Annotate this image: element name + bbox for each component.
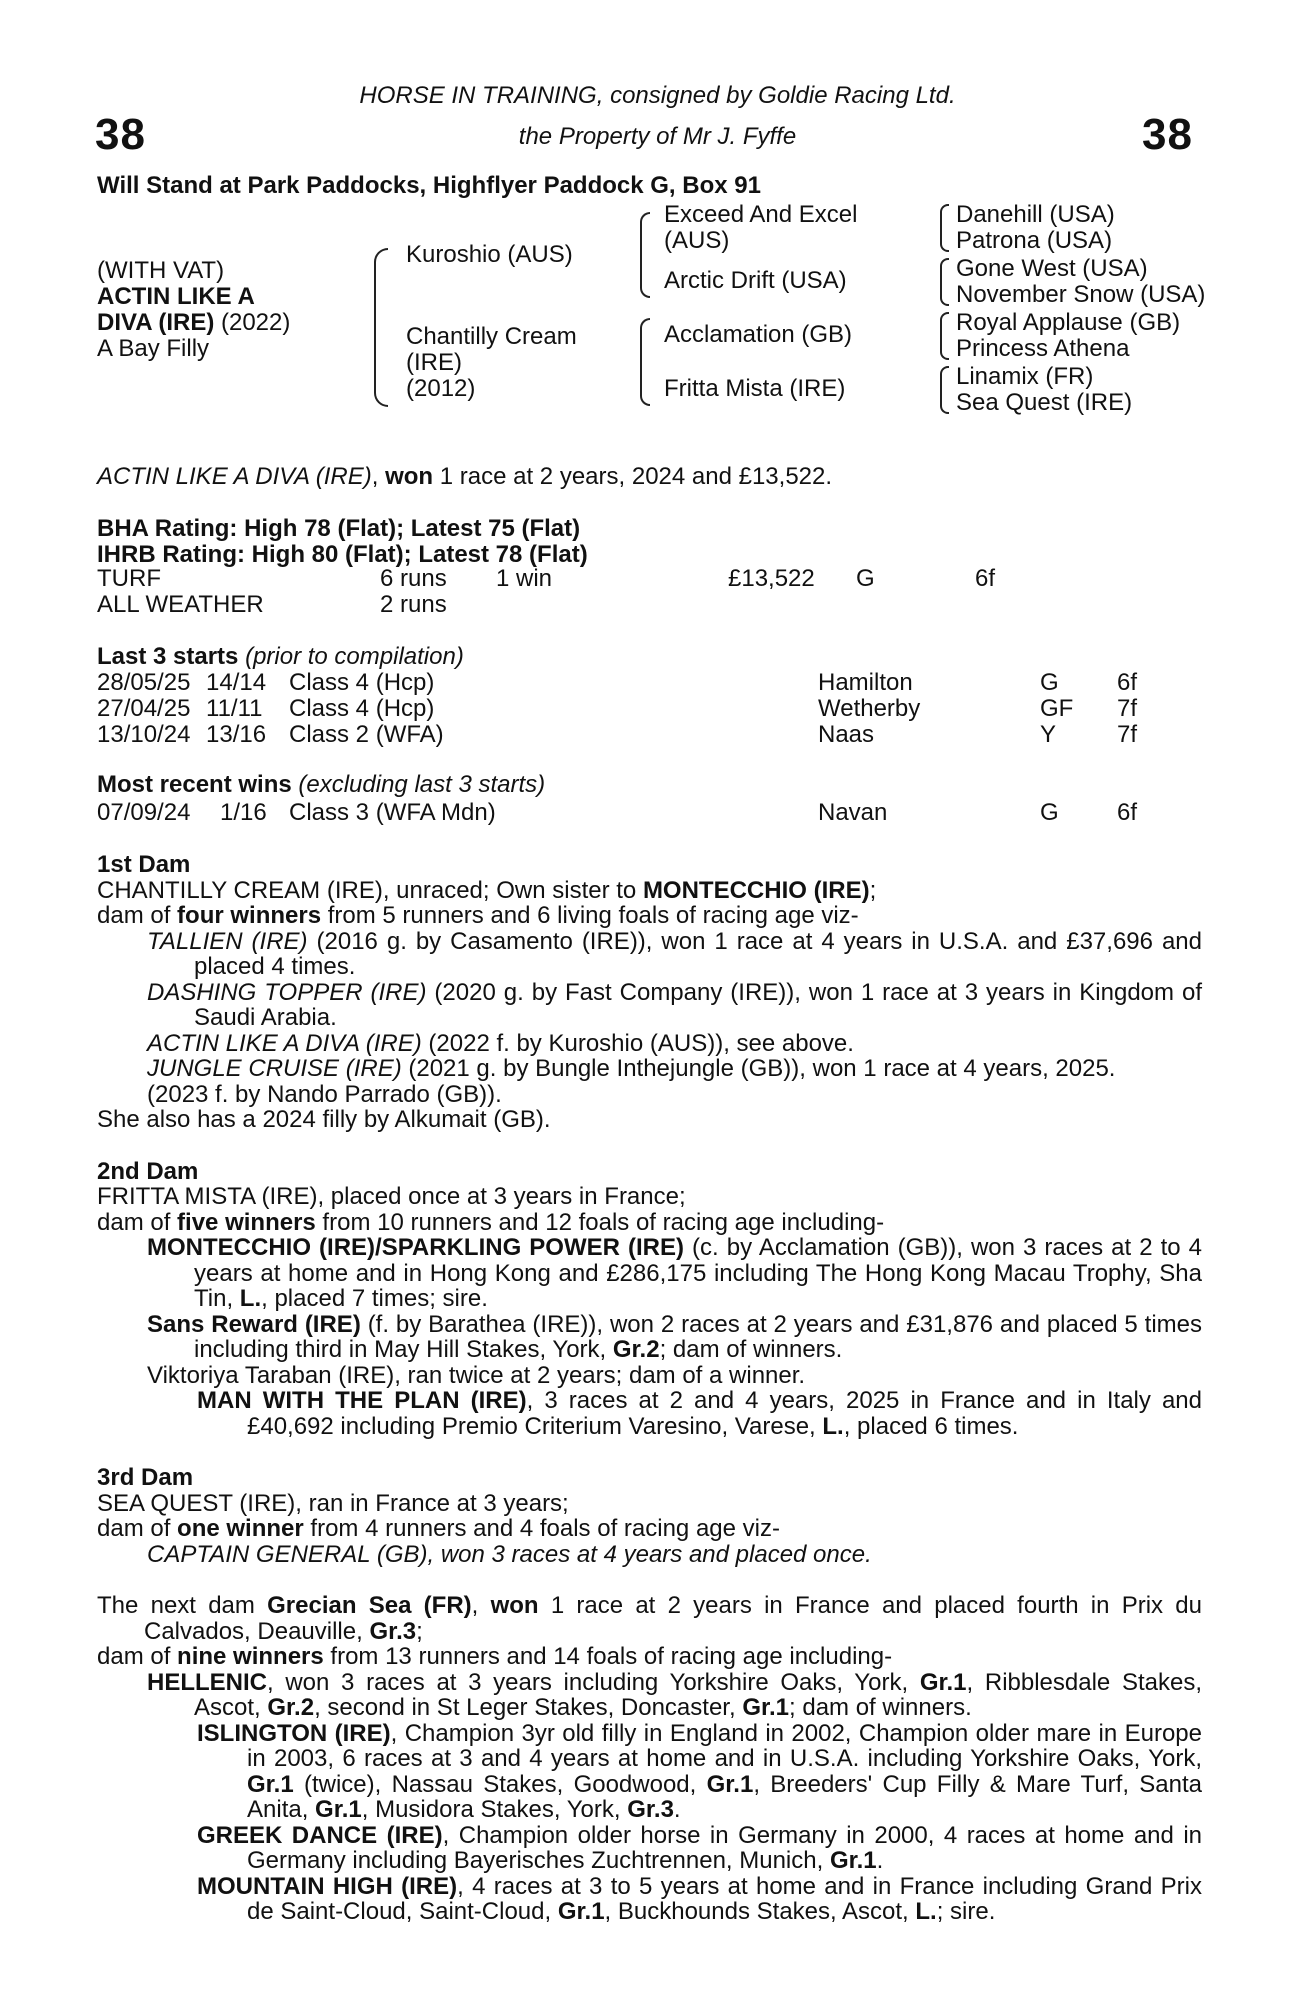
last3-row-position: 14/14 bbox=[206, 669, 267, 696]
last3-row-course: Hamilton bbox=[818, 669, 913, 696]
produce-entry: MOUNTAIN HIGH (IRE), 4 races at 3 to 5 years at home and in France including Grand Prix de Saint-Cloud, Saint-Cloud, Gr.1, Buckhounds Stakes, Ascot, L.; sire. bbox=[197, 1872, 1203, 1925]
pedigree-sds: Gone West (USA) bbox=[956, 255, 1148, 282]
last3-row-course: Naas bbox=[818, 721, 875, 748]
pedigree-dds: Linamix (FR) bbox=[956, 363, 1094, 390]
pedigree-sire-sire: Exceed And Excel bbox=[664, 201, 858, 228]
third-dam-line: SEA QUEST (IRE), ran in France at 3 years; bbox=[97, 1489, 569, 1517]
pedigree-brace-dd bbox=[940, 366, 949, 414]
produce-entry: CAPTAIN GENERAL (GB), won 3 races at 4 years and placed once. bbox=[147, 1540, 872, 1568]
stand-location: Will Stand at Park Paddocks, Highflyer Paddock G, Box 91 bbox=[97, 172, 761, 199]
first-dam-produce-line: dam of four winners from 5 runners and 6 living foals of racing age viz- bbox=[97, 902, 859, 929]
recent-win-date: 07/09/24 bbox=[97, 799, 191, 826]
last3-row-class: Class 4 (Hcp) bbox=[289, 695, 435, 722]
produce-entry: JUNGLE CRUISE (IRE) (2021 g. by Bungle Inthejungle (GB)), won 1 race at 4 years, 2025. bbox=[147, 1055, 1116, 1082]
last3-row-class: Class 2 (WFA) bbox=[289, 721, 444, 748]
recent-win-course: Navan bbox=[818, 799, 888, 826]
pedigree-brace-dam bbox=[640, 318, 650, 406]
last3-row-distance: 7f bbox=[1117, 695, 1138, 722]
produce-entry: HELLENIC, won 3 races at 3 years including Yorkshire Oaks, York, Gr.1, Ribblesdale Stakes, Ascot, Gr.2, second in St Leger Stakes, Doncaster, Gr.1; dam of winners. bbox=[147, 1668, 1202, 1721]
next-dam-produce-line: dam of nine winners from 13 runners and 14 foals of racing age including- bbox=[97, 1643, 893, 1670]
produce-entry: GREEK DANCE (IRE), Champion older horse in Germany in 2000, 4 races at home and in Germany including Bayerisches Zuchtrennen, Munich, Gr.1. bbox=[197, 1821, 1202, 1874]
horse-description: A Bay Filly bbox=[97, 335, 210, 362]
pedigree-brace-ds bbox=[940, 312, 949, 360]
second-dam-heading: 2nd Dam bbox=[97, 1157, 199, 1185]
record-turf-runs: 6 runs bbox=[380, 565, 447, 592]
next-dam-line: The next dam Grecian Sea (FR), won 1 race at 2 years in France and placed fourth in Prix du Calvados, Deauville, Gr.3; bbox=[97, 1592, 1202, 1645]
record-turf-going: G bbox=[856, 565, 875, 592]
produce-entry: ACTIN LIKE A DIVA (IRE) (2022 f. by Kuroshio (AUS)), see above. bbox=[147, 1029, 854, 1057]
last3-row-date: 27/04/25 bbox=[97, 695, 191, 722]
last3-row-distance: 6f bbox=[1117, 669, 1138, 696]
produce-entry: TALLIEN (IRE) (2016 g. by Casamento (IRE)), won 1 race at 4 years in U.S.A. and £37,696 and placed 4 times. bbox=[147, 927, 1202, 980]
pedigree-dam-line1: Chantilly Cream bbox=[406, 323, 577, 350]
produce-entry: DASHING TOPPER (IRE) (2020 g. by Fast Company (IRE)), won 1 race at 3 years in Kingdom of Saudi Arabia. bbox=[147, 978, 1202, 1031]
last3-row-going: Y bbox=[1040, 721, 1057, 748]
produce-entry: Sans Reward (IRE) (f. by Barathea (IRE)), won 2 races at 2 years and £31,876 and placed 5 times including third in May Hill Stakes, York, Gr.2; dam of winners. bbox=[147, 1310, 1202, 1363]
produce-entry: Viktoriya Taraban (IRE), ran twice at 2 years; dam of a winner. bbox=[147, 1361, 806, 1389]
produce-note: She also has a 2024 filly by Alkumait (GB). bbox=[97, 1106, 551, 1133]
pedigree-ddd: Sea Quest (IRE) bbox=[956, 389, 1133, 416]
pedigree-brace-main bbox=[374, 248, 388, 407]
last3-row-going: GF bbox=[1040, 695, 1074, 722]
pedigree-sire-sire-line2: (AUS) bbox=[664, 227, 730, 254]
first-dam-line: CHANTILLY CREAM (IRE), unraced; Own sister to MONTECCHIO (IRE); bbox=[97, 876, 877, 904]
pedigree-sire-dam: Arctic Drift (USA) bbox=[664, 267, 847, 294]
recent-win-position: 1/16 bbox=[220, 799, 267, 826]
second-dam-produce-line: dam of five winners from 10 runners and 12 foals of racing age including- bbox=[97, 1208, 885, 1236]
last3-row-going: G bbox=[1040, 669, 1059, 696]
produce-entry: ISLINGTON (IRE), Champion 3yr old filly in England in 2002, Champion older mare in Europe in 2003, 6 races at 3 and 4 years at home and in U.S.A. including Yorkshire Oaks, York, Gr.1 (twice), Nassau Stakes, Goodwood, Gr.1, Breeders' Cup Filly & Mare Turf, Santa Anita, Gr.1, Musidora Stakes, York, Gr.3. bbox=[197, 1719, 1203, 1823]
pedigree-sire: Kuroshio (AUS) bbox=[406, 241, 573, 268]
first-dam-heading: 1st Dam bbox=[97, 851, 191, 878]
pedigree-sdd: November Snow (USA) bbox=[956, 281, 1206, 308]
pedigree-dss: Royal Applause (GB) bbox=[956, 309, 1181, 336]
last3-row-class: Class 4 (Hcp) bbox=[289, 669, 435, 696]
recent-win-class: Class 3 (WFA Mdn) bbox=[289, 799, 496, 826]
pedigree-dsd: Princess Athena bbox=[956, 335, 1130, 362]
horse-name-line2: DIVA (IRE) (2022) bbox=[97, 309, 291, 336]
pedigree-dam-line3: (2012) bbox=[406, 375, 476, 402]
record-turf-wins: 1 win bbox=[496, 565, 553, 592]
pedigree-dam-sire: Acclamation (GB) bbox=[664, 321, 853, 348]
last3-row-distance: 7f bbox=[1117, 721, 1138, 748]
dam-sections bbox=[97, 852, 1202, 1925]
last3-heading: Last 3 starts (prior to compilation) bbox=[97, 643, 464, 670]
third-dam-produce-line: dam of one winner from 4 runners and 4 foals of racing age viz- bbox=[97, 1515, 780, 1542]
pedigree-dam-line2: (IRE) bbox=[406, 349, 462, 376]
horse-name-line1: ACTIN LIKE A bbox=[97, 283, 255, 310]
lot-number-left: 38 bbox=[95, 110, 146, 159]
header-consignor: HORSE IN TRAINING, consigned by Goldie Racing Ltd. bbox=[359, 82, 956, 109]
record-aw-surface: ALL WEATHER bbox=[97, 591, 264, 618]
third-dam-heading: 3rd Dam bbox=[97, 1464, 194, 1491]
pedigree-brace-sd bbox=[940, 258, 949, 306]
vat-note: (WITH VAT) bbox=[97, 257, 225, 284]
ihrb-rating: IHRB Rating: High 80 (Flat); Latest 78 (Flat) bbox=[97, 541, 588, 568]
pedigree-brace-ss bbox=[940, 204, 949, 252]
last3-row-date: 13/10/24 bbox=[97, 721, 191, 748]
produce-entry: MONTECCHIO (IRE)/SPARKLING POWER (IRE) (c. by Acclamation (GB)), won 3 races at 2 to 4 years at home and in Hong Kong and £286,175 including The Hong Kong Macau Trophy, Sha Tin, L., placed 7 times; sire. bbox=[147, 1234, 1202, 1312]
last3-row-date: 28/05/25 bbox=[97, 669, 191, 696]
record-turf-prize: £13,522 bbox=[728, 565, 815, 592]
second-dam-line: FRITTA MISTA (IRE), placed once at 3 years in France; bbox=[97, 1183, 686, 1210]
record-aw-runs: 2 runs bbox=[380, 591, 447, 618]
recent-win-going: G bbox=[1040, 799, 1059, 826]
pedigree-dam-dam: Fritta Mista (IRE) bbox=[664, 375, 846, 402]
pedigree-sss: Danehill (USA) bbox=[956, 201, 1115, 228]
record-turf-surface: TURF bbox=[97, 565, 161, 592]
last3-row-course: Wetherby bbox=[818, 695, 921, 722]
race-summary: ACTIN LIKE A DIVA (IRE), won 1 race at 2 years, 2024 and £13,522. bbox=[97, 463, 833, 490]
bha-rating: BHA Rating: High 78 (Flat); Latest 75 (Flat) bbox=[97, 515, 581, 542]
last3-row-position: 13/16 bbox=[206, 721, 267, 748]
last3-row-position: 11/11 bbox=[206, 695, 263, 722]
recent-win-distance: 6f bbox=[1117, 799, 1138, 826]
produce-entry: (2023 f. by Nando Parrado (GB)). bbox=[147, 1080, 502, 1108]
recent-wins-heading: Most recent wins (excluding last 3 starts) bbox=[97, 771, 546, 798]
record-turf-distance: 6f bbox=[975, 565, 996, 592]
pedigree-brace-sire bbox=[640, 212, 650, 298]
lot-number-right: 38 bbox=[1142, 110, 1193, 159]
produce-entry: MAN WITH THE PLAN (IRE), 3 races at 2 and 4 years, 2025 in France and in Italy and £40,692 including Premio Criterium Varesino, Varese, L., placed 6 times. bbox=[197, 1387, 1202, 1440]
header-property: the Property of Mr J. Fyffe bbox=[518, 123, 797, 150]
pedigree-ssd: Patrona (USA) bbox=[956, 227, 1113, 254]
